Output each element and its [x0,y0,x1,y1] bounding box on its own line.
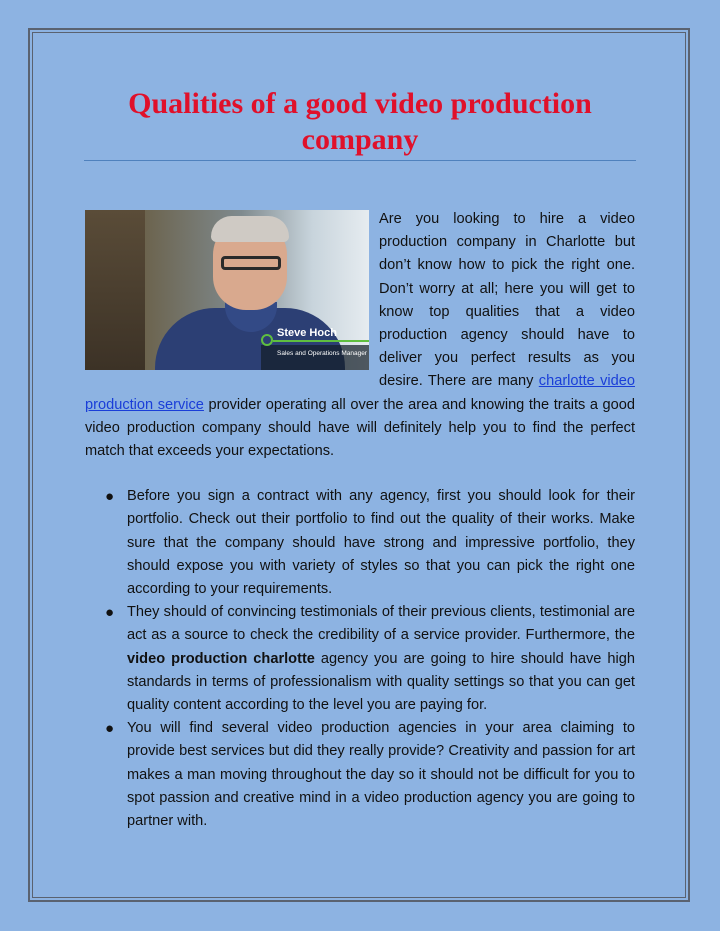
bullet-icon: ● [105,720,115,738]
list-item-text-end: agency you are going to hire should have high standards in terms of professionalism with quality settings so that you can get quality content according to the level you are paying for. [127,650,635,714]
title-underline [84,160,636,161]
list-item [85,717,635,833]
photo-background-wall [85,210,145,370]
qualities-list [85,485,635,833]
speaker-name: Steve Hoch [277,327,337,339]
list-item [85,485,635,601]
document-body [85,208,635,833]
list-item-text: Before you sign a contract with any agency, first you should look for their portfolio. Check out their portfolio to find out the quality of their works. Make sure that the company should have strong and impressive portfolio, they should expose you with variety of styles so that you can pick the right one according to your requirements. [127,488,635,598]
document-title: Qualities of a good video production company [128,87,592,156]
speaker-photo [85,210,369,370]
bullet-icon: ● [105,604,115,622]
photo-person-hair [211,216,289,242]
speaker-role: Sales and Operations Manager [277,350,367,357]
list-item-text: They should of convincing testimonials of their previous clients, testimonial are act as a source to check the credibility of a service provider. Furthermore, the [127,604,635,644]
list-item [85,601,635,717]
video-production-service-link[interactable]: charlotte video production service [85,373,635,413]
intro-text-start: Are you looking to hire a video production company in Charlotte but don’t know how to pick the right one. Don’t worry at all; here you will get to know top qualities that a video production agency should have to deliver you perfect results as you desire. There are many [379,211,635,390]
list-item-text: You will find several video production agencies in your area claiming to provide best services but did they really provide? Creativity and passion for art makes a man moving throughout the day so it should not be difficult for you to spot passion and creative mind in a video production agency you are going to partner with. [127,720,635,830]
bullet-icon: ● [105,488,115,506]
intro-text-end: provider operating all over the area and knowing the traits a good video production company should have will definitely help you to find the perfect match that exceeds your expectations. [85,396,636,460]
photo-person-glasses [221,256,281,270]
company-logo-icon [261,334,273,346]
list-item-bold-text: video production charlotte [127,650,315,667]
